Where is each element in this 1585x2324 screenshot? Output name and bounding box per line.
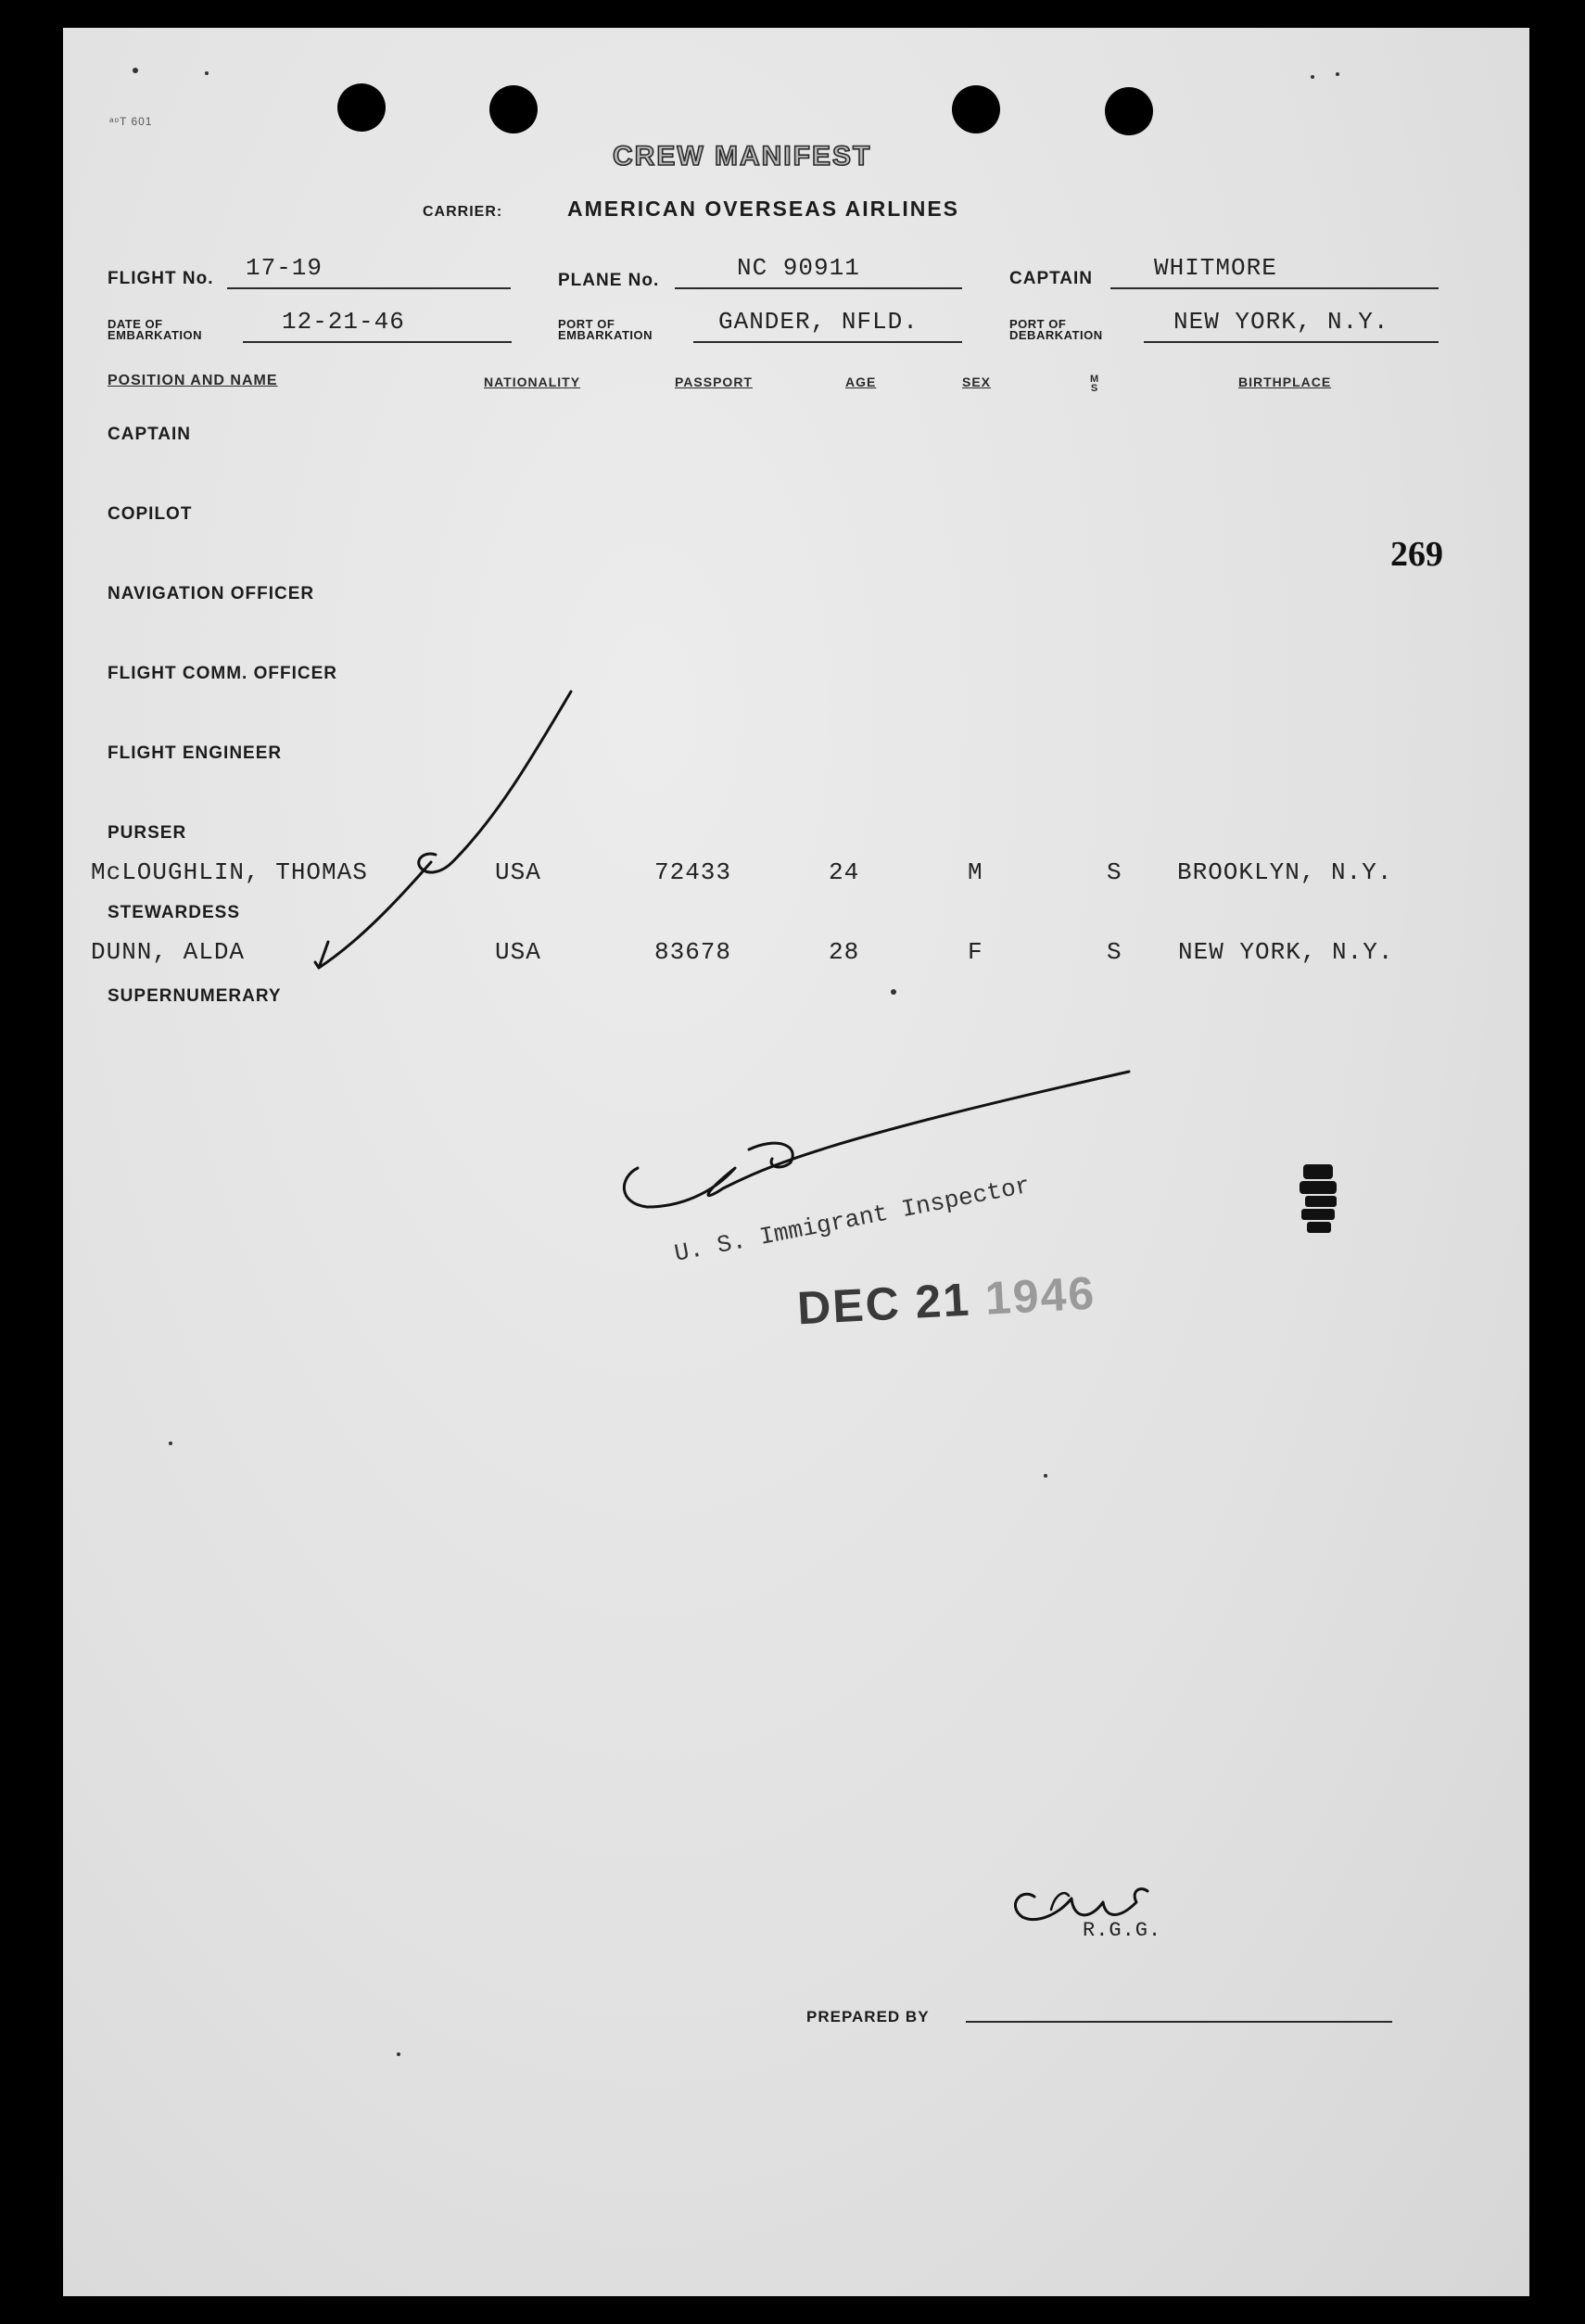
captain-value: WHITMORE — [1154, 254, 1277, 282]
role-flight-engineer: FLIGHT ENGINEER — [108, 743, 283, 763]
col-nationality: NATIONALITY — [484, 375, 581, 389]
check-mark-stewardess — [315, 862, 431, 968]
ink-blot — [1300, 1164, 1337, 1233]
port-embarkation-value: GANDER, NFLD. — [718, 308, 919, 336]
port-debarkation-value: NEW YORK, N.Y. — [1173, 308, 1389, 336]
col-marital-status: M S — [1090, 374, 1099, 394]
inspector-signature — [624, 1072, 1129, 1207]
plane-no-value: NC 90911 — [737, 254, 860, 282]
role-captain: CAPTAIN — [108, 425, 192, 444]
purser-nationality: USA — [495, 858, 541, 886]
prepared-by-label: PREPARED BY — [806, 2008, 930, 2026]
preparer-initials — [1015, 1889, 1148, 1920]
carrier-label: CARRIER: — [423, 204, 503, 220]
col-age: AGE — [845, 375, 877, 389]
role-copilot: COPILOT — [108, 504, 193, 524]
purser-marital-status: S — [1107, 858, 1122, 886]
handwritten-marks — [63, 28, 1529, 2296]
embarkation-date-value: 12-21-46 — [282, 308, 405, 336]
check-mark-purser — [419, 692, 571, 872]
col-birthplace: BIRTHPLACE — [1238, 375, 1332, 389]
embarkation-date-label: DATE OF EMBARKATION — [108, 317, 203, 342]
role-navigation-officer: NAVIGATION OFFICER — [108, 584, 315, 603]
stewardess-nationality: USA — [495, 938, 541, 966]
col-sex: SEX — [962, 375, 992, 389]
col-passport: PASSPORT — [675, 375, 753, 389]
stewardess-birthplace: NEW YORK, N.Y. — [1178, 938, 1394, 966]
preparer-typed-initials: R.G.G. — [1083, 1919, 1162, 1942]
prepared-by-line — [966, 2021, 1392, 2023]
inspector-stamp-title: U. S. Immigrant Inspector — [672, 1171, 1033, 1268]
purser-sex: M — [968, 858, 983, 886]
form-number: ᵃᵒT 601 — [109, 115, 153, 128]
port-debarkation-label: PORT OF DEBARKATION — [1009, 317, 1103, 342]
stewardess-age: 28 — [829, 938, 860, 966]
role-stewardess: STEWARDESS — [108, 903, 241, 922]
captain-label: CAPTAIN — [1009, 269, 1094, 288]
inspector-signature — [749, 1143, 792, 1167]
stewardess-passport: 83678 — [654, 938, 732, 966]
purser-age: 24 — [829, 858, 860, 886]
stewardess-name: DUNN, ALDA — [91, 938, 246, 966]
stewardess-sex: F — [968, 938, 983, 966]
preparer-initials — [1051, 1893, 1069, 1910]
flight-no-value: 17-19 — [246, 254, 323, 282]
purser-birthplace: BROOKLYN, N.Y. — [1177, 858, 1393, 886]
plane-no-label: PLANE No. — [558, 271, 660, 290]
purser-name: McLOUGHLIN, THOMAS — [91, 858, 368, 886]
inspector-stamp-date: DEC 21 1946 — [795, 1266, 1097, 1335]
page-number: 269 — [1390, 535, 1443, 574]
flight-no-label: FLIGHT No. — [108, 269, 214, 288]
col-position-and-name: POSITION AND NAME — [108, 373, 278, 388]
role-supernumerary: SUPERNUMERARY — [108, 986, 282, 1006]
port-embarkation-label: PORT OF EMBARKATION — [558, 317, 653, 342]
stewardess-marital-status: S — [1107, 938, 1122, 966]
role-flight-comm-officer: FLIGHT COMM. OFFICER — [108, 664, 337, 683]
role-purser: PURSER — [108, 823, 187, 843]
document-title: CREW MANIFEST — [613, 141, 872, 171]
carrier-value: AMERICAN OVERSEAS AIRLINES — [567, 197, 960, 221]
scan-specks — [133, 68, 1339, 2056]
manifest-sheet — [63, 28, 1529, 2296]
purser-passport: 72433 — [654, 858, 732, 886]
